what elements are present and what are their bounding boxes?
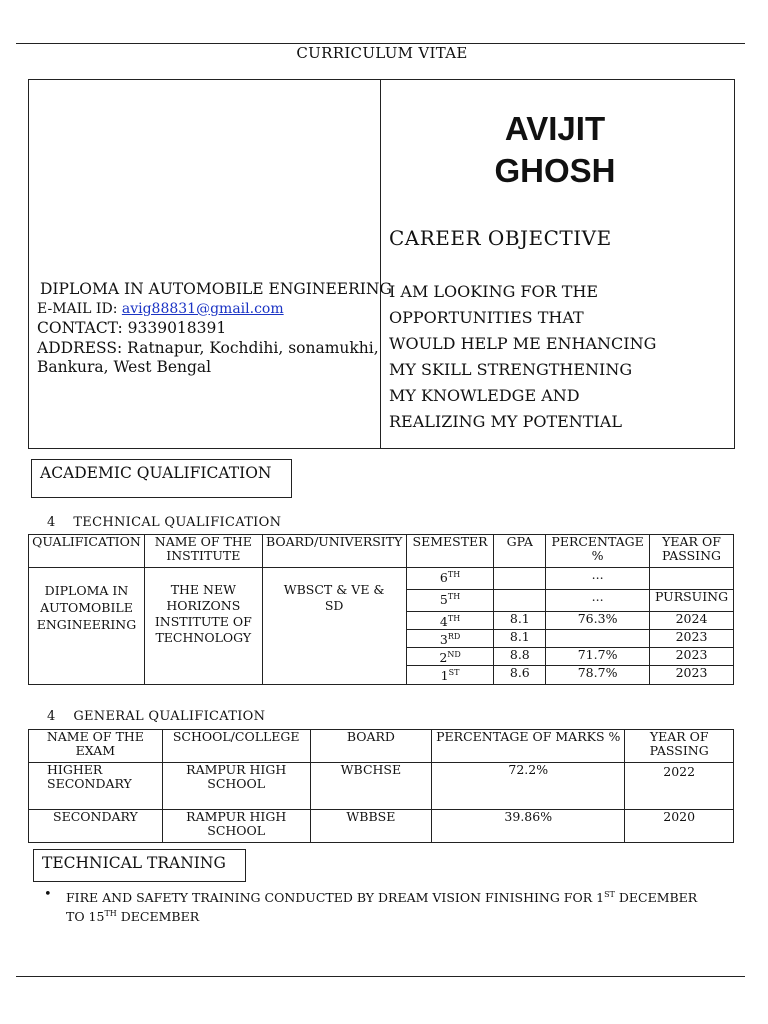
year-cell: PURSUING [650,590,734,612]
bottom-rule [16,976,745,977]
percentage-cell: 76.3% [546,612,650,630]
bullet-icon: • [44,887,52,902]
col-header-exam: NAME OF THE EXAM [29,730,163,763]
percentage-cell: 78.7% [546,666,650,684]
page-title: CURRICULUM VITAE [296,44,468,62]
gpa-cell: 8.1 [494,630,546,648]
contact-details [37,280,392,378]
training-item: FIRE AND SAFETY TRAINING CONDUCTED BY DREAM VISION FINISHING FOR 1ST DECEMBER TO 15TH DECEMBER [66,890,698,925]
objective-line: WOULD HELP ME ENHANCING [389,333,657,353]
section-title: TECHNICAL QUALIFICATION [73,515,282,530]
col-header-board: BOARD/UNIVERSITY [262,535,406,568]
school-cell: RAMPUR HIGH SCHOOL [162,810,310,843]
year-cell: 2023 [650,648,734,666]
email-label: E-MAIL ID: [37,300,118,317]
technical-qualification-label [47,515,281,530]
semester-cell: 4TH [406,612,494,630]
career-objective-text [389,279,719,434]
technical-qualification-table [28,534,734,685]
objective-line: I AM LOOKING FOR THE [389,282,599,301]
address-row [37,339,377,359]
board-cell: WBSCT & VE & SD [262,568,406,685]
degree: DIPLOMA IN AUTOMOBILE ENGINEERING [40,280,392,298]
institute-cell: THE NEW HORIZONS INSTITUTE OF TECHNOLOGY [144,568,262,685]
percentage-cell [546,630,650,648]
year-cell: 2023 [650,666,734,684]
col-header-school: SCHOOL/COLLEGE [162,730,310,763]
training-heading: TECHNICAL TRANING [33,849,246,882]
section-marker: 4 [47,709,56,724]
col-header-year: YEAR OF PASSING [650,535,734,568]
col-header-institute: NAME OF THE INSTITUTE [144,535,262,568]
gpa-cell [494,590,546,612]
col-header-gpa: GPA [494,535,546,568]
address-label: ADDRESS: [37,338,123,357]
qualification-cell: DIPLOMA IN AUTOMOBILE ENGINEERING [29,568,145,685]
col-header-percentage: PERCENTAGE OF MARKS % [432,730,625,763]
objective-line: MY KNOWLEDGE AND [389,385,580,405]
table-row [29,568,734,590]
contact-number: 9339018391 [127,319,227,337]
contact-row [37,319,377,339]
exam-cell: SECONDARY [29,810,163,843]
percentage-cell: ... [546,568,650,590]
year-cell [650,568,734,590]
year-cell: 2023 [650,630,734,648]
section-title: GENERAL QUALIFICATION [73,709,266,724]
exam-cell: HIGHER SECONDARY [29,763,163,810]
last-name: GHOSH [494,152,616,189]
semester-cell: 2ND [406,648,494,666]
year-cell: 2024 [650,612,734,630]
gpa-cell: 8.1 [494,612,546,630]
candidate-name [380,108,730,192]
percentage-cell: ... [546,590,650,612]
col-header-semester: SEMESTER [406,535,494,568]
semester-cell: 1ST [406,666,494,684]
objective-line: MY SKILL STRENGTHENING [389,359,633,379]
col-header-year: YEAR OF PASSING [625,730,734,763]
school-cell: RAMPUR HIGH SCHOOL [162,763,310,810]
semester-cell: 6TH [406,568,494,590]
objective-line: REALIZING MY POTENTIAL [389,411,622,431]
year-cell: 2022 [625,763,734,810]
table-row [29,810,734,843]
semester-cell: 3RD [406,630,494,648]
email-link[interactable]: avig88831@gmail.com [121,300,284,317]
contact-label: CONTACT: [37,319,123,337]
section-marker: 4 [47,515,56,530]
address-line1: Ratnapur, Kochdihi, sonamukhi, [127,338,379,357]
table-row [29,763,734,810]
general-qualification-label [47,709,265,724]
percentage-cell: 72.2% [432,763,625,810]
col-header-qualification: QUALIFICATION [29,535,145,568]
year-cell: 2020 [625,810,734,843]
career-objective-heading: CAREER OBJECTIVE [389,226,612,250]
first-name: AVIJIT [504,110,606,147]
percentage-cell: 71.7% [546,648,650,666]
address-line2: Bankura, West Bengal [37,358,212,376]
general-qualification-table [28,729,734,843]
col-header-percentage: PERCENTAGE % [546,535,650,568]
percentage-cell: 39.86% [432,810,625,843]
gpa-cell [494,568,546,590]
objective-line: OPPORTUNITIES THAT [389,307,584,327]
board-cell: WBBSE [310,810,432,843]
gpa-cell: 8.6 [494,666,546,684]
academic-heading: ACADEMIC QUALIFICATION [31,459,292,498]
col-header-board: BOARD [310,730,432,763]
board-cell: WBCHSE [310,763,432,810]
gpa-cell: 8.8 [494,648,546,666]
email-row [37,300,377,320]
semester-cell: 5TH [406,590,494,612]
